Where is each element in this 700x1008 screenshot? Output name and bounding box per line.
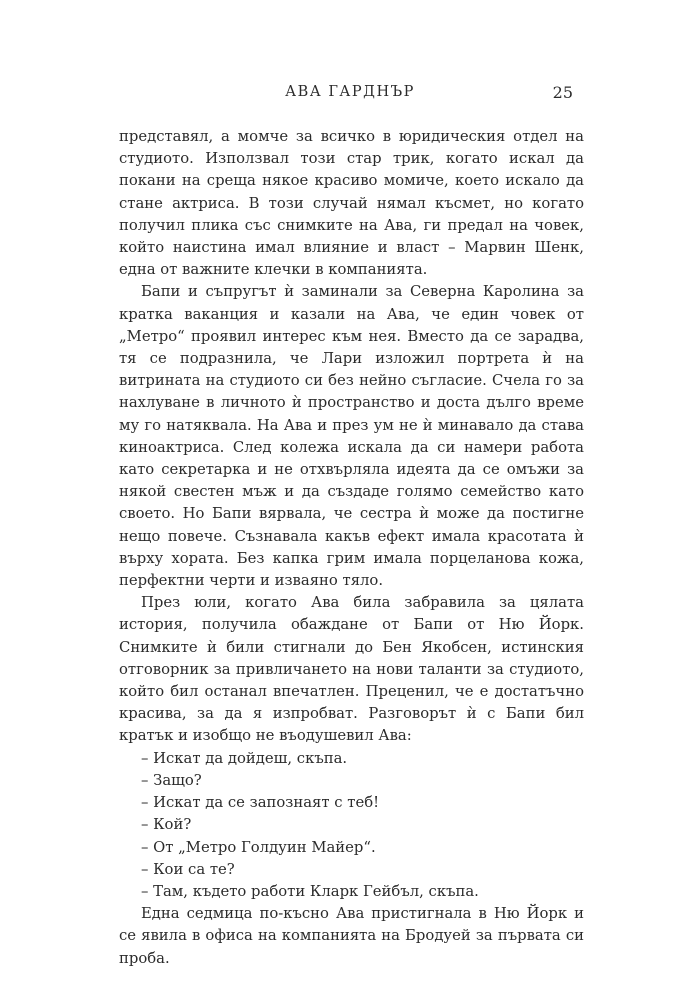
paragraph: Една седмица по-късно Ава пристигнала в Ню Йорк и се явила в офиса на компанията на Бродуей за първата си проба.: [119, 905, 584, 967]
dialogue-line: – Кой?: [141, 816, 192, 834]
paragraph: През юли, когато Ава била забравила за цялата история, получила обаждане от Бапи от Ню Йорк. Снимките ѝ били стигнали до Бен Якобсен, истинския отговорник за привличането на нови таланти за студиото, който бил останал впечатлен. Преценил, че е достатъчно красива, за да я изпробват. Разговорът ѝ с Бапи бил кратък и изобщо не въодушевил Ава:: [119, 594, 584, 745]
paragraph: представял, а момче за всичко в юридическия отдел на студиото. Използвал този стар трик, когато искал да покани на среща някое красиво момиче, което искало да стане актриса. В този случай нямал късмет, но когато получил плика със снимките на Ава, ги предал на човек, който наистина имал влияние и власт – Марвин Шенк, една от важните клечки в компанията.: [119, 128, 584, 279]
dialogue-line: – Искат да дойдеш, скъпа.: [141, 749, 348, 767]
dialogue-line: – Искат да се запознаят с теб!: [141, 794, 380, 812]
body-text: [119, 126, 584, 970]
page-number: 25: [552, 83, 573, 102]
dialogue-line: – Кои са те?: [141, 860, 235, 878]
dialogue-line: – От „Метро Голдуин Майер“.: [141, 838, 376, 856]
dialogue-line: – Там, където работи Кларк Гейбъл, скъпа.: [141, 882, 479, 900]
running-head-title: АВА ГАРДНЪР: [285, 84, 415, 100]
paragraph: Бапи и съпругът ѝ заминали за Северна Каролина за кратка ваканция и казали на Ава, че един човек от „Метро“ проявил интерес към нея. Вместо да се зарадва, тя се подразнила, че Лари изложил портрета ѝ на витрината на студиото си без нейно съгласие. Счела го за нахлуване в личното ѝ пространство и доста дълго време му го натяквала. На Ава и през ум не ѝ минавало да става киноактриса. След колежа искала да си намери работа като секретарка и не отхвърляла идеята да се омъжи за някой свестен мъж и да създаде голямо семейство като своето. Но Бапи вярвала, че сестра ѝ може да постигне нещо повече. Съзнавала какъв ефект имала красотата ѝ върху хората. Без капка грим имала порцеланова кожа, перфектни черти и изваяно тяло.: [119, 283, 584, 590]
running-head: [0, 80, 700, 106]
dialogue-line: – Защо?: [141, 771, 202, 789]
